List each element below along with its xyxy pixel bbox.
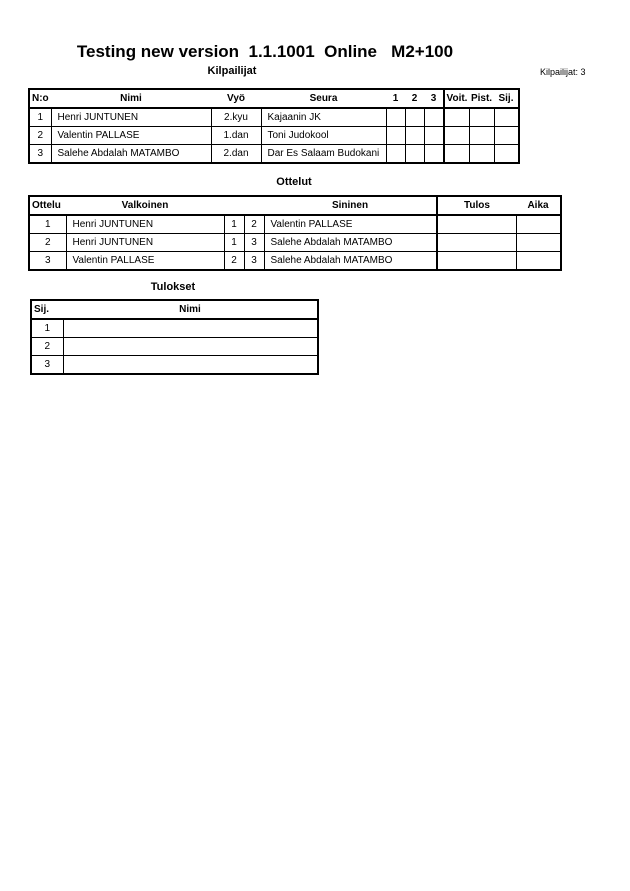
cell-white-name: Henri JUNTUNEN	[66, 215, 224, 234]
results-table	[30, 299, 319, 375]
col-header-sij: Sij.	[31, 300, 63, 319]
table-row	[29, 234, 561, 252]
cell-no: 3	[29, 145, 51, 164]
cell-rank: 1	[31, 319, 63, 338]
cell-match1	[386, 127, 405, 145]
col-header-nimi: Nimi	[51, 89, 211, 108]
cell-voit	[444, 127, 469, 145]
col-header-nimi: Nimi	[63, 300, 318, 319]
col-header-white-no	[224, 196, 244, 215]
page-title: Testing new version 1.1.1001 Online M2+100	[76, 42, 454, 61]
table-row	[29, 252, 561, 271]
cell-tulos	[437, 252, 516, 271]
col-header-no: N:o	[29, 89, 51, 108]
matches-header-row	[29, 196, 561, 215]
cell-match2	[405, 145, 424, 164]
cell-blue-name: Salehe Abdalah MATAMBO	[264, 234, 437, 252]
col-header-seura: Seura	[261, 89, 386, 108]
cell-tulos	[437, 215, 516, 234]
col-header-valkoinen: Valkoinen	[66, 196, 224, 215]
table-row	[31, 319, 318, 338]
cell-blue-no: 3	[244, 252, 264, 271]
cell-nimi: Henri JUNTUNEN	[51, 108, 211, 127]
cell-vyo: 1.dan	[211, 127, 261, 145]
cell-vyo: 2.kyu	[211, 108, 261, 127]
competitors-header-row	[29, 89, 519, 108]
matches-table	[28, 195, 562, 271]
cell-match3	[424, 108, 444, 127]
cell-no: 1	[29, 108, 51, 127]
cell-white-no: 1	[224, 234, 244, 252]
cell-white-no: 2	[224, 252, 244, 271]
cell-nimi: Valentin PALLASE	[51, 127, 211, 145]
col-header-1: 1	[386, 89, 405, 108]
col-header-2: 2	[405, 89, 424, 108]
col-header-voit: Voit.	[444, 89, 469, 108]
col-header-sij: Sij.	[494, 89, 519, 108]
table-row	[29, 108, 519, 127]
cell-aika	[516, 215, 561, 234]
cell-seura: Toni Judokool	[261, 127, 386, 145]
cell-blue-name: Valentin PALLASE	[264, 215, 437, 234]
col-header-vyo: Vyö	[211, 89, 261, 108]
cell-seura: Dar Es Salaam Budokani	[261, 145, 386, 164]
col-header-tulos: Tulos	[437, 196, 516, 215]
cell-sij	[494, 145, 519, 164]
col-header-3: 3	[424, 89, 444, 108]
cell-pist	[469, 127, 494, 145]
col-header-sininen: Sininen	[264, 196, 437, 215]
cell-white-no: 1	[224, 215, 244, 234]
cell-blue-no: 3	[244, 234, 264, 252]
cell-pist	[469, 145, 494, 164]
table-row	[29, 145, 519, 164]
cell-rank: 3	[31, 356, 63, 375]
col-header-pist: Pist.	[469, 89, 494, 108]
cell-match3	[424, 127, 444, 145]
competitor-count-label: Kilpailijat: 3	[540, 67, 586, 77]
cell-match2	[405, 127, 424, 145]
cell-seura: Kajaanin JK	[261, 108, 386, 127]
table-row	[29, 215, 561, 234]
cell-match-no: 2	[29, 234, 66, 252]
cell-aika	[516, 252, 561, 271]
cell-white-name: Henri JUNTUNEN	[66, 234, 224, 252]
cell-sij	[494, 108, 519, 127]
cell-match1	[386, 108, 405, 127]
cell-vyo: 2.dan	[211, 145, 261, 164]
cell-voit	[444, 145, 469, 164]
col-header-ottelu: Ottelu	[29, 196, 66, 215]
table-row	[31, 338, 318, 356]
cell-match1	[386, 145, 405, 164]
cell-nimi: Salehe Abdalah MATAMBO	[51, 145, 211, 164]
cell-tulos	[437, 234, 516, 252]
table-row	[31, 356, 318, 375]
section-title-ottelut: Ottelut	[276, 176, 312, 188]
cell-voit	[444, 108, 469, 127]
col-header-aika: Aika	[516, 196, 561, 215]
results-header-row	[31, 300, 318, 319]
cell-white-name: Valentin PALLASE	[66, 252, 224, 271]
table-row	[29, 127, 519, 145]
col-header-blue-no	[244, 196, 264, 215]
cell-name	[63, 356, 318, 375]
cell-name	[63, 338, 318, 356]
section-title-tulokset: Tulokset	[150, 281, 196, 293]
cell-sij	[494, 127, 519, 145]
cell-match-no: 1	[29, 215, 66, 234]
competitors-table	[28, 88, 520, 164]
cell-no: 2	[29, 127, 51, 145]
cell-blue-name: Salehe Abdalah MATAMBO	[264, 252, 437, 271]
cell-pist	[469, 108, 494, 127]
cell-aika	[516, 234, 561, 252]
cell-blue-no: 2	[244, 215, 264, 234]
cell-match-no: 3	[29, 252, 66, 271]
cell-match2	[405, 108, 424, 127]
cell-name	[63, 319, 318, 338]
cell-match3	[424, 145, 444, 164]
section-title-kilpailijat: Kilpailijat	[207, 65, 257, 77]
cell-rank: 2	[31, 338, 63, 356]
